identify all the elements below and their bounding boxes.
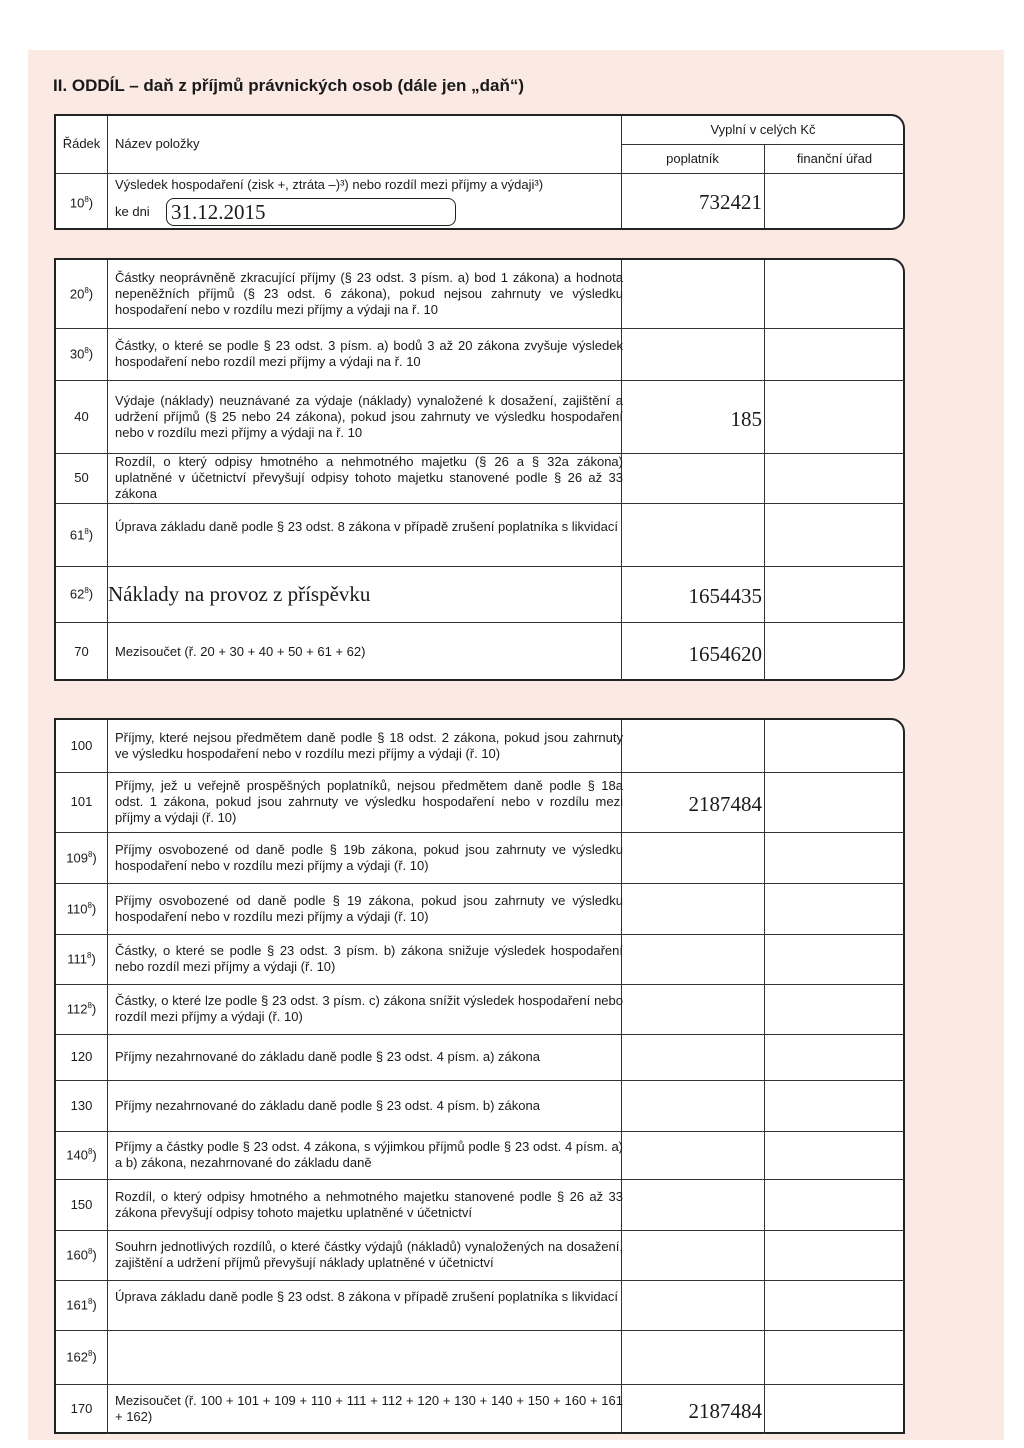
row-110-text: Příjmy osvobozené od daně podle § 19 zákona, pokud jsou zahrnuty ve výsledku hospodaření nebo v rozdílu mezi příjmy a výdaji (ř. 10)	[115, 892, 623, 924]
header-poplatnik: poplatník	[666, 151, 719, 166]
row-61-urad-cell[interactable]	[765, 503, 905, 566]
row-120-urad-cell[interactable]	[765, 1034, 905, 1080]
row-140-text: Příjmy a částky podle § 23 odst. 4 zákona, s výjimkou příjmů podle § 23 odst. 4 písm. a) a b) zákona, nezahrnované do základu daně	[115, 1139, 623, 1170]
row-20-urad-cell[interactable]	[765, 260, 905, 328]
row-20-text: Částky neoprávněně zkracující příjmy (§ 23 odst. 3 písm. a) bod 1 zákona) a hodnota nepeněžních příjmů (§ 23 odst. 6 zákona), pokud nejsou zahrnuty ve výsledku hospodaření nebo v rozdílu mezi příjmy a výdaji na ř. 10	[115, 270, 623, 317]
row-70-number: 70	[74, 643, 89, 659]
row-111-text: Částky, o které se podle § 23 odst. 3 písm. b) zákona snižuje výsledek hospodaření nebo rozdíl mezi příjmy a výdaji (ř. 10)	[115, 943, 623, 974]
header-vyplni: Vyplní v celých Kč	[710, 122, 816, 137]
header-radek: Řádek	[62, 136, 101, 151]
row-109-text: Příjmy osvobozené od daně podle § 19b zákona, pokud jsou zahrnuty ve výsledku hospodaření nebo v rozdílu mezi příjmy a výdaji (ř. 10)	[115, 841, 623, 873]
row-162-number: $162^8$)	[66, 1349, 97, 1365]
row-109-urad-cell[interactable]	[765, 832, 905, 883]
row-161-text: Úprava základu daně podle § 23 odst. 8 zákona v případě zrušení poplatníka s likvidací	[115, 1289, 618, 1304]
row-111-number: $111^8$)	[67, 951, 96, 967]
row-130-urad-cell[interactable]	[765, 1080, 905, 1131]
row-150-urad-cell[interactable]	[765, 1179, 905, 1230]
row-50-urad-cell[interactable]	[765, 453, 905, 503]
header-financni-urad: finanční úřad	[796, 151, 873, 166]
row-61-number: $61^8$)	[69, 526, 94, 542]
row-20-number: $20^8$)	[69, 286, 94, 302]
header-table	[54, 114, 905, 230]
row-112-urad-cell[interactable]	[765, 984, 905, 1034]
row-150-number: 150	[70, 1196, 93, 1212]
row-101-text: Příjmy, jež u veřejně prospěšných poplatníků, nejsou předmětem daně podle § 18a odst. 1 zákona, pokud jsou zahrnuty ve výsledku hospodaření nebo v rozdílu mezi příjmy a výdaji (ř. 10)	[115, 778, 623, 825]
row-109-number: $109^8$)	[66, 849, 97, 865]
row-62-text: Náklady na provoz z příspěvku	[108, 582, 371, 606]
row-110-urad-cell[interactable]	[765, 883, 905, 934]
row-62-urad-cell[interactable]	[765, 566, 905, 622]
row-101-number: 101	[70, 794, 93, 809]
row-150-text: Rozdíl, o který odpisy hmotného a nehmotného majetku stanovené podle § 26 až 33 zákona převyšují odpisy tohoto majetku uplatněné v účetnictví	[115, 1188, 623, 1220]
row-30-text: Částky, o které se podle § 23 odst. 3 písm. a) bodů 3 až 20 zákona zvyšuje výsledek hospodaření nebo rozdíl mezi příjmy a výdaji na ř. 10	[115, 338, 623, 369]
row-140-number: $140^8$)	[66, 1147, 97, 1163]
row-40-text: Výdaje (náklady) neuznávané za výdaje (náklady) vynaložené k dosažení, zajištění a udržení příjmů (§ 25 nebo 24 zákona), pokud jsou zahrnuty ve výsledku hospodaření nebo v rozdílu mezi příjmy a výdaji na ř. 10	[115, 392, 623, 440]
header-nazev: Název položky	[115, 136, 200, 151]
row-70-urad-cell[interactable]	[765, 622, 905, 681]
row-40-number: 40	[74, 408, 89, 424]
row-70-value[interactable]: 1654620	[688, 641, 762, 666]
row-70-text: Mezisoučet (ř. 20 + 30 + 40 + 50 + 61 + 62)	[115, 643, 366, 659]
row-30-number: $30^8$)	[69, 346, 94, 362]
row-170-number: 170	[70, 1401, 93, 1416]
row-170-value[interactable]: 2187484	[688, 1399, 762, 1423]
row-160-urad-cell[interactable]	[765, 1230, 905, 1280]
row-10-date-label: ke dni	[115, 204, 150, 219]
row-61-text: Úprava základu daně podle § 23 odst. 8 zákona v případě zrušení poplatníka s likvidací	[115, 518, 618, 534]
row-130-text: Příjmy nezahrnované do základu daně podle § 23 odst. 4 písm. b) zákona	[115, 1097, 540, 1113]
row-120-text: Příjmy nezahrnované do základu daně podle § 23 odst. 4 písm. a) zákona	[115, 1049, 540, 1064]
row-130-number: 130	[70, 1097, 93, 1113]
row-170-urad-cell[interactable]	[765, 1384, 905, 1434]
row-101-value[interactable]: 2187484	[688, 792, 762, 816]
row-170-text: Mezisoučet (ř. 100 + 101 + 109 + 110 + 111 + 112 + 120 + 130 + 140 + 150 + 160 + 161 + 162)	[115, 1393, 623, 1424]
section-title: II. ODDÍL – daň z příjmů právnických osob (dále jen „daň“)	[53, 76, 525, 95]
row-30-urad-cell[interactable]	[765, 328, 905, 380]
row-161-number: $161^8$)	[66, 1297, 97, 1313]
row-10-text: Výsledek hospodaření (zisk +, ztráta –)³) nebo rozdíl mezi příjmy a výdaji³)	[115, 177, 544, 192]
row-100-urad-cell[interactable]	[765, 720, 905, 772]
row-50-text: Rozdíl, o který odpisy hmotného a nehmotného majetku (§ 26 a § 32a zákona) uplatněné v účetnictví převyšují odpisy tohoto majetku stanovené podle § 26 až 33 zákona	[115, 454, 623, 501]
row-50-number: 50	[74, 470, 89, 485]
row-10-value[interactable]: 732421	[699, 190, 762, 214]
row-110-number: $110^8$)	[66, 900, 97, 916]
row-112-number: $112^8$)	[66, 1001, 97, 1017]
row-120-number: 120	[70, 1049, 93, 1064]
row-111-urad-cell[interactable]	[765, 934, 905, 984]
row-160-text: Souhrn jednotlivých rozdílů, o které částky výdajů (nákladů) vynaložených na dosažení, zajištění a udržení příjmů převyšují náklady uplatněné v účetnictví	[115, 1239, 623, 1270]
row-40-value[interactable]: 185	[730, 406, 762, 431]
date-field[interactable]	[166, 198, 456, 226]
row-101-urad-cell[interactable]	[765, 772, 905, 832]
row-10-number: $10^8$)	[69, 195, 94, 211]
row-162-urad-cell[interactable]	[765, 1330, 905, 1384]
row-161-urad-cell[interactable]	[765, 1280, 905, 1330]
adjustments-table	[54, 258, 905, 681]
deductions-table	[54, 718, 905, 1434]
row-160-number: $160^8$)	[66, 1247, 97, 1263]
row-100-text: Příjmy, které nejsou předmětem daně podle § 18 odst. 2 zákona, pokud jsou zahrnuty ve výsledku hospodaření nebo v rozdílu mezi příjmy a výdaji (ř. 10)	[115, 730, 623, 761]
row-62-value[interactable]: 1654435	[688, 584, 762, 608]
row-62-number: $62^8$)	[69, 586, 94, 602]
row-140-urad-cell[interactable]	[765, 1131, 905, 1179]
row-40-urad-cell[interactable]	[765, 380, 905, 453]
row-100-number: 100	[70, 738, 93, 753]
row-112-text: Částky, o které lze podle § 23 odst. 3 písm. c) zákona snížit výsledek hospodaření nebo rozdíl mezi příjmy a výdaji (ř. 10)	[115, 993, 623, 1024]
date-value: 31.12.2015	[171, 200, 266, 224]
